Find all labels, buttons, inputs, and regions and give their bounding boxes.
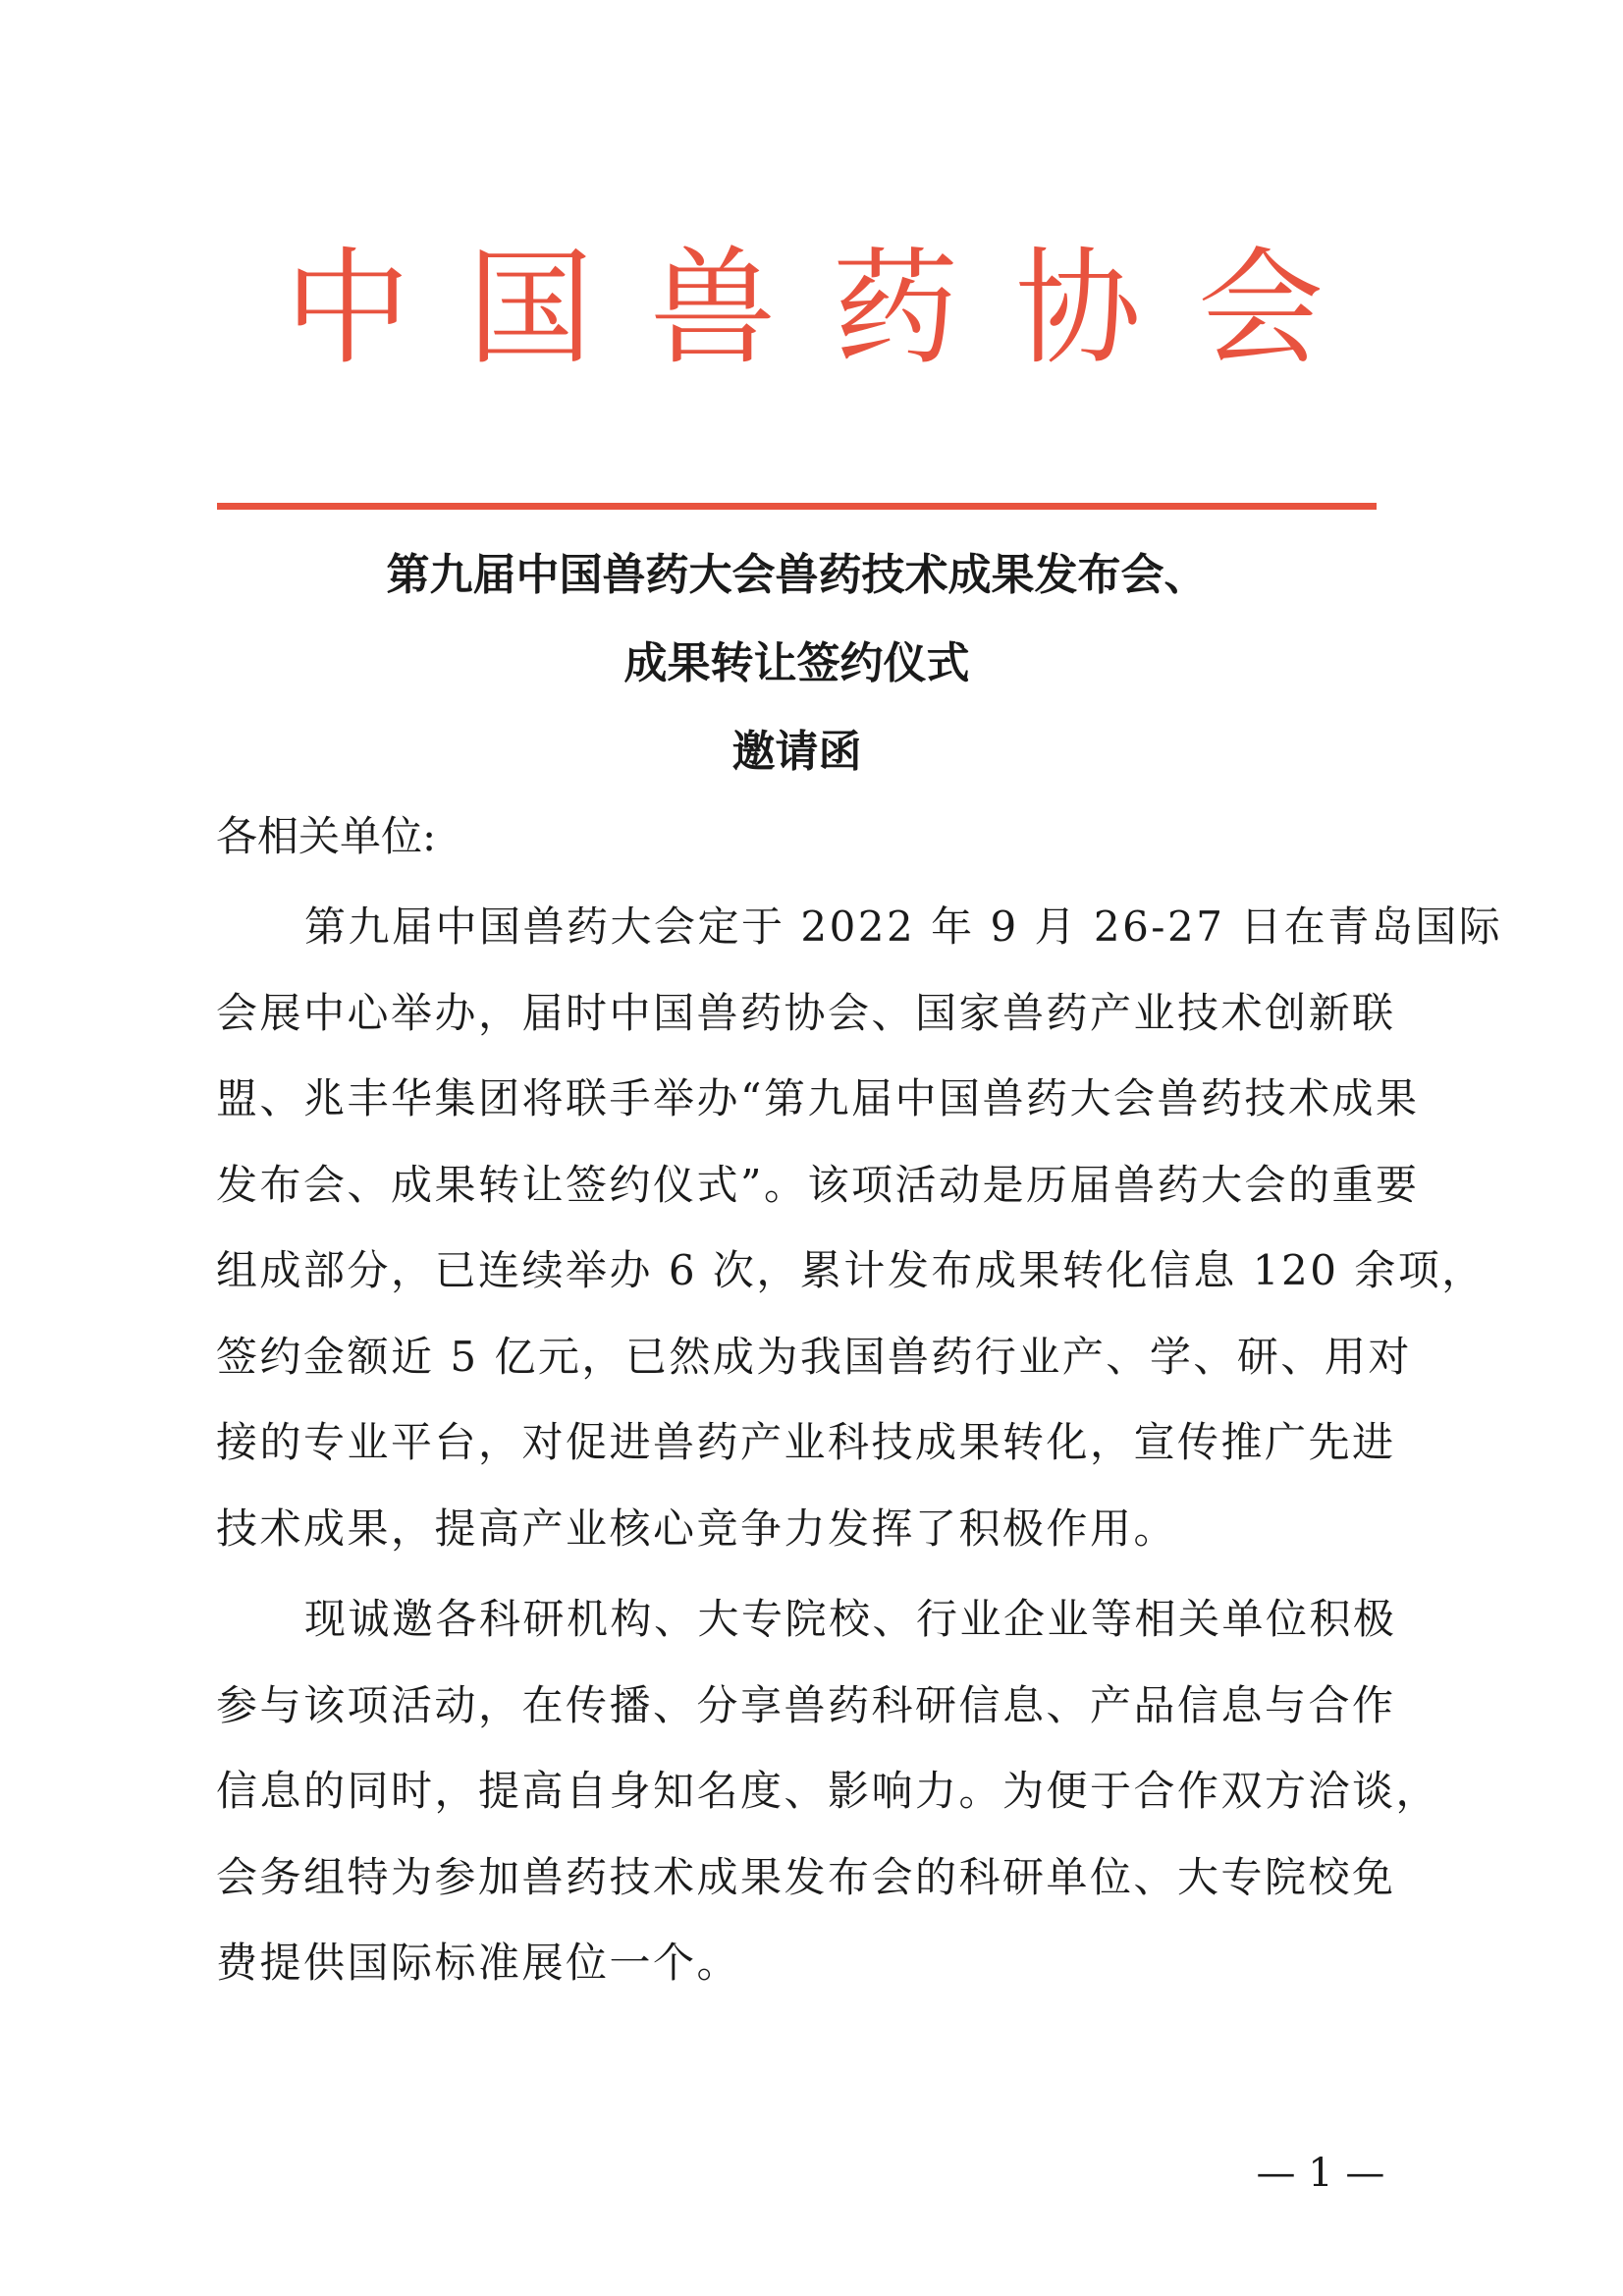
paragraph-1-line-3: 盟、兆丰华集团将联手举办“第九届中国兽药大会兽药技术成果: [216, 1074, 1420, 1122]
letterhead-red-divider: [217, 503, 1377, 510]
paragraph-2-line-1: 现诚邀各科研机构、大专院校、行业企业等相关单位积极: [304, 1595, 1397, 1643]
page-number: — 1 —: [1256, 2151, 1385, 2196]
paragraph-1-line-5: 组成部分，已连续举办 6 次，累计发布成果转化信息 120 余项，: [216, 1246, 1486, 1294]
document-title-line-2: 成果转让签约仪式: [623, 638, 970, 688]
paragraph-1-line-2: 会展中心举办，届时中国兽药协会、国家兽药产业技术创新联: [216, 988, 1396, 1037]
paragraph-1-line-7: 接的专业平台，对促进兽药产业科技成果转化，宣传推广先进: [216, 1418, 1396, 1466]
letterhead-organization-name: 中国兽药协会: [285, 236, 1381, 382]
paragraph-1: [216, 884, 1503, 1571]
document-title-line-1: 第九届中国兽药大会兽药技术成果发布会、: [386, 550, 1208, 600]
paragraph-2-line-4: 会务组特为参加兽药技术成果发布会的科研单位、大专院校免: [216, 1852, 1396, 1901]
paragraph-2-line-5: 费提供国际标准展位一个。: [216, 1939, 741, 1987]
paragraph-2: [216, 1576, 1440, 2006]
paragraph-1-line-6: 签约金额近 5 亿元，已然成为我国兽药行业产、学、研、用对: [216, 1332, 1412, 1381]
paragraph-1-line-4: 发布会、成果转让签约仪式”。该项活动是历届兽药大会的重要: [216, 1160, 1420, 1209]
document-title-line-3: 邀请函: [731, 727, 862, 777]
paragraph-1-line-8: 技术成果，提高产业核心竞争力发挥了积极作用。: [216, 1503, 1178, 1553]
salutation: 各相关单位:: [216, 812, 437, 860]
paragraph-2-line-3: 信息的同时，提高自身知名度、影响力。为便于合作双方洽谈，: [216, 1767, 1440, 1815]
paragraph-2-line-2: 参与该项活动，在传播、分享兽药科研信息、产品信息与合作: [216, 1680, 1396, 1729]
paragraph-1-line-1: 第九届中国兽药大会定于 2022 年 9 月 26-27 日在青岛国际: [304, 902, 1503, 951]
